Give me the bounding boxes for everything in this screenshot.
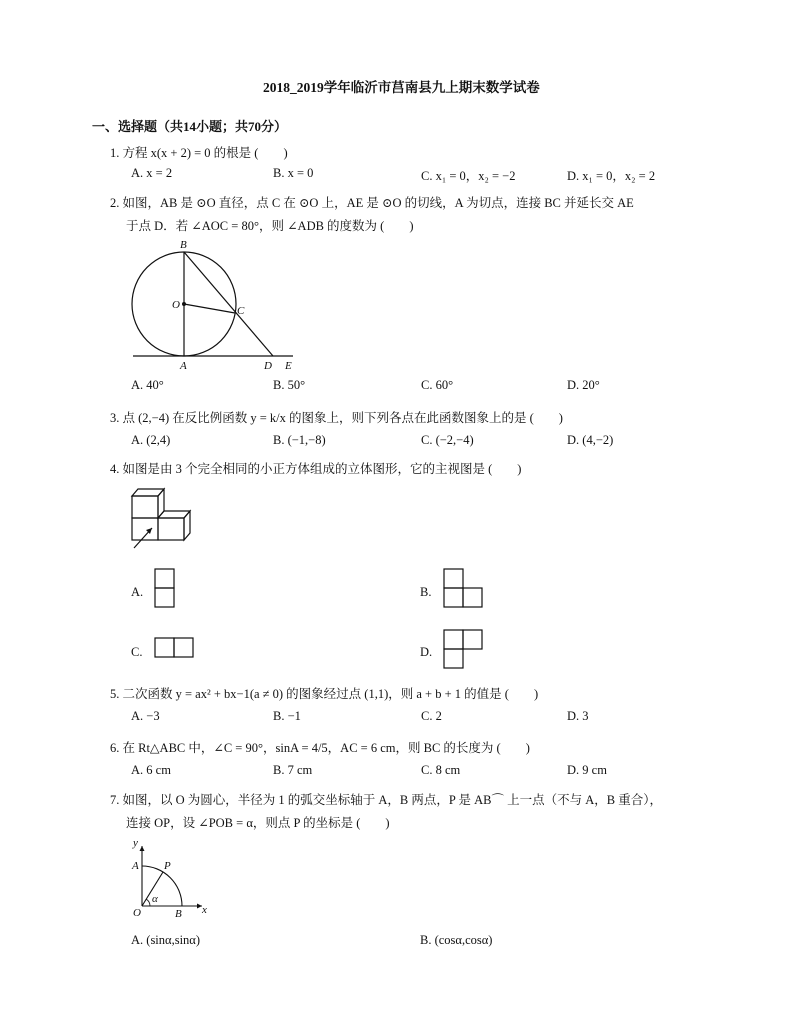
q2-circle-figure [125, 236, 305, 376]
q6-option-a[interactable]: A. 6 cm [131, 763, 171, 777]
q2-option-b[interactable]: B. 50° [273, 378, 306, 392]
question-5-stem: 5. 二次函数 y = ax² + bx−1(a ≠ 0) 的图象经过点 (1,1)，则 a + b + 1 的值是 ( ) [110, 687, 539, 701]
question-7-stem-line2: 连接 OP，设 ∠POB = α，则点 P 的坐标是 ( ) [126, 816, 390, 830]
label-p: P [164, 860, 171, 872]
q3-option-d[interactable]: D. (4,−2) [567, 433, 614, 447]
question-3-stem: 3. 点 (2,−4) 在反比例函数 y = k/x 的图象上，则下列各点在此函数图象上的是 ( ) [110, 411, 563, 425]
q1-option-c[interactable]: C. x₁ = 0，x₂ = −2 [421, 169, 516, 183]
q6-option-c[interactable]: C. 8 cm [421, 763, 461, 777]
q7-option-a[interactable]: A. (sinα,sinα) [131, 933, 201, 947]
page-title: 2018_2019学年临沂市莒南县九上期末数学试卷 [263, 80, 540, 95]
question-2-stem-line1: 2. 如图，AB 是 ⊙O 直径，点 C 在 ⊙O 上，AE 是 ⊙O 的切线，A 为切点，连接 BC 并延长交 AE [110, 196, 634, 210]
q3-option-c[interactable]: C. (−2,−4) [421, 433, 474, 447]
q6-option-b[interactable]: B. 7 cm [273, 763, 313, 777]
q2-option-c[interactable]: C. 60° [421, 378, 454, 392]
q1-option-a[interactable]: A. x = 2 [131, 166, 173, 180]
q4-option-d[interactable]: D. [420, 645, 433, 659]
q1-option-d[interactable]: D. x₁ = 0，x₂ = 2 [567, 169, 656, 183]
q5-option-a[interactable]: A. −3 [131, 709, 160, 723]
q7-option-b[interactable]: B. (cosα,cosα) [420, 933, 493, 947]
question-1-stem: 1. 方程 x(x + 2) = 0 的根是 ( ) [110, 146, 288, 160]
q5-option-b[interactable]: B. −1 [273, 709, 301, 723]
q6-option-d[interactable]: D. 9 cm [567, 763, 607, 777]
label-o: O [172, 299, 180, 311]
q2-option-a[interactable]: A. 40° [131, 378, 164, 392]
label-d: D [264, 360, 272, 372]
label-e: E [285, 360, 292, 372]
q3-option-b[interactable]: B. (−1,−8) [273, 433, 326, 447]
q4-option-d-view [443, 629, 487, 671]
q1-option-b[interactable]: B. x = 0 [273, 166, 314, 180]
q4-option-b[interactable]: B. [420, 585, 432, 599]
section-heading: 一、选择题（共14小题；共70分） [92, 119, 288, 134]
label-a: A [180, 360, 187, 372]
label-o: O [133, 907, 141, 919]
q4-cube-figure [128, 484, 198, 554]
q4-option-b-view [443, 568, 487, 610]
q5-option-d[interactable]: D. 3 [567, 709, 589, 723]
q4-option-a-view [154, 568, 178, 610]
label-alpha: α [152, 893, 158, 905]
label-b: B [175, 908, 182, 920]
q4-option-a[interactable]: A. [131, 585, 144, 599]
q2-option-d[interactable]: D. 20° [567, 378, 600, 392]
q7-arc-figure [126, 836, 216, 920]
axis-x-label: x [202, 904, 207, 916]
q4-option-c[interactable]: C. [131, 645, 143, 659]
question-7-stem-line1: 7. 如图，以 O 为圆心，半径为 1 的弧交坐标轴于 A，B 两点，P 是 AB⌒ 上一点（不与 A，B 重合）， [110, 793, 662, 807]
q3-option-a[interactable]: A. (2,4) [131, 433, 171, 447]
question-6-stem: 6. 在 Rt△ABC 中，∠C = 90°，sinA = 4/5，AC = 6 cm，则 BC 的长度为 ( ) [110, 741, 530, 755]
label-b: B [180, 239, 187, 251]
q4-option-c-view [154, 637, 198, 661]
q5-option-c[interactable]: C. 2 [421, 709, 442, 723]
axis-y-label: y [133, 837, 138, 849]
label-c: C [237, 305, 245, 317]
question-2-stem-line2: 于点 D．若 ∠AOC = 80°，则 ∠ADB 的度数为 ( ) [126, 219, 414, 233]
question-4-stem: 4. 如图是由 3 个完全相同的小正方体组成的立体图形，它的主视图是 ( ) [110, 462, 522, 476]
label-a: A [132, 860, 139, 872]
